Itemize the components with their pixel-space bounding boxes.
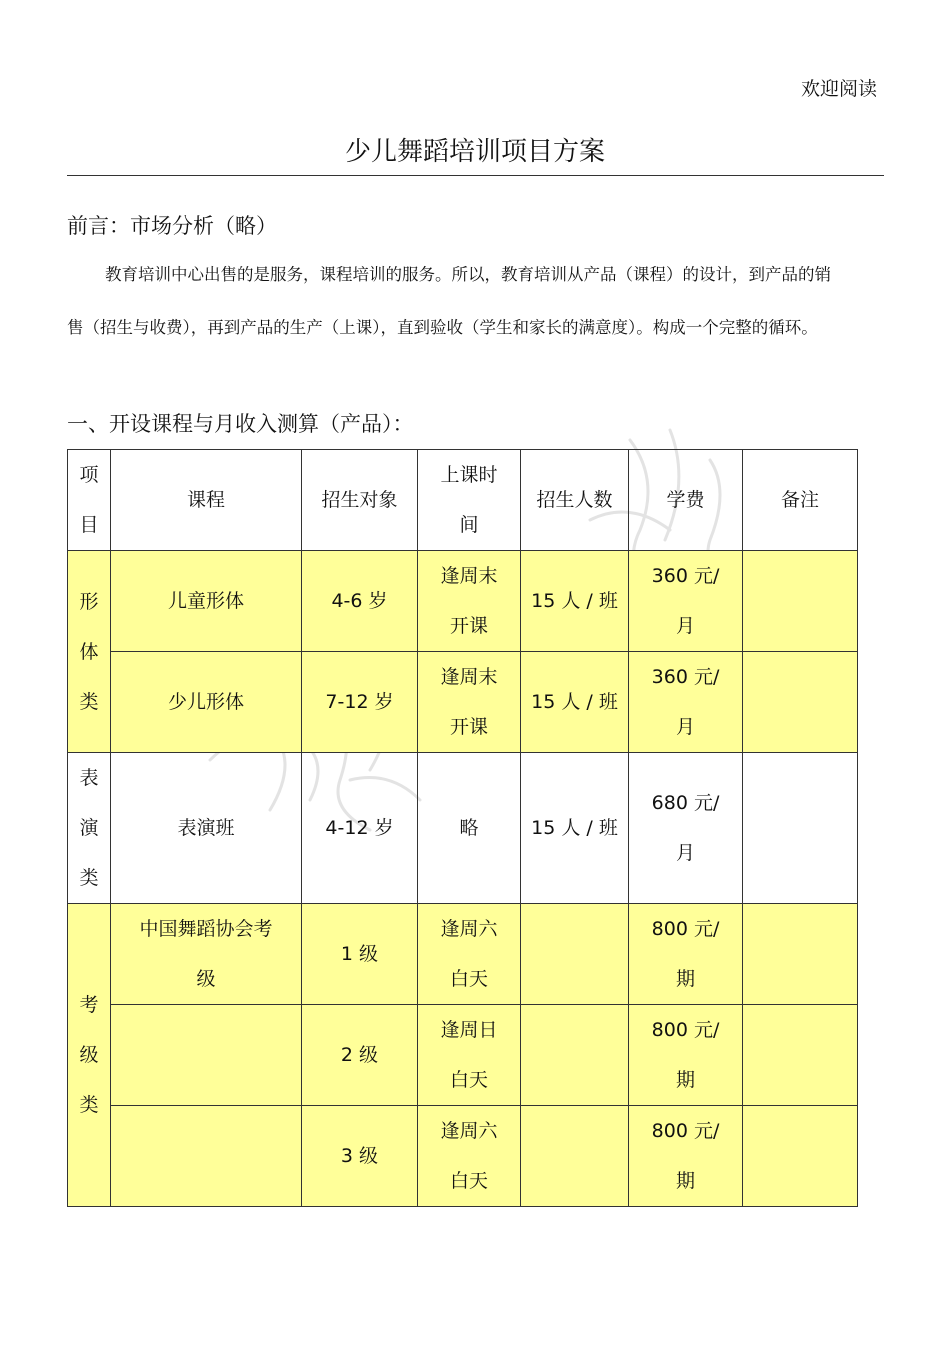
target-cell: 3 级 bbox=[302, 1106, 418, 1207]
table-row bbox=[68, 652, 858, 753]
course-table bbox=[67, 449, 858, 1207]
course-cell: 少儿形体 bbox=[111, 652, 302, 753]
title-divider bbox=[67, 175, 884, 176]
header-enrollment: 招生人数 bbox=[521, 450, 629, 551]
time-cell: 逢周六 白天 bbox=[418, 904, 521, 1005]
fee-cell: 360 元/ 月 bbox=[629, 551, 743, 652]
header-category: 项 目 bbox=[68, 450, 111, 551]
table-row bbox=[68, 551, 858, 652]
time-cell: 逢周日 白天 bbox=[418, 1005, 521, 1106]
table-row bbox=[68, 753, 858, 904]
category-cell: 形 体 类 bbox=[68, 551, 111, 753]
course-cell: 表演班 bbox=[111, 753, 302, 904]
header-target: 招生对象 bbox=[302, 450, 418, 551]
course-cell bbox=[111, 1106, 302, 1207]
remark-cell bbox=[743, 652, 858, 753]
remark-cell bbox=[743, 1106, 858, 1207]
course-cell bbox=[111, 1005, 302, 1106]
intro-paragraph: 教育培训中心出售的是服务，课程培训的服务。所以，教育培训从产品（课程）的设计，到产品的销售（招生与收费），再到产品的生产（上课），直到验收（学生和家长的满意度）。构成一个完整的循环。 bbox=[67, 265, 831, 337]
course-cell: 儿童形体 bbox=[111, 551, 302, 652]
time-cell: 略 bbox=[418, 753, 521, 904]
time-cell: 逢周末 开课 bbox=[418, 652, 521, 753]
remark-cell bbox=[743, 551, 858, 652]
remark-cell bbox=[743, 904, 858, 1005]
preface-heading: 前言：市场分析（略） bbox=[67, 214, 277, 238]
header-time: 上课时 间 bbox=[418, 450, 521, 551]
remark-cell bbox=[743, 753, 858, 904]
category-cell: 考 级 类 bbox=[68, 904, 111, 1207]
section-heading: 一、开设课程与月收入测算（产品）： bbox=[67, 412, 414, 436]
header-fee: 学费 bbox=[629, 450, 743, 551]
table-row bbox=[68, 1106, 858, 1207]
target-cell: 1 级 bbox=[302, 904, 418, 1005]
remark-cell bbox=[743, 1005, 858, 1106]
fee-cell: 360 元/ 月 bbox=[629, 652, 743, 753]
enrollment-cell bbox=[521, 1005, 629, 1106]
header-remark: 备注 bbox=[743, 450, 858, 551]
fee-cell: 680 元/ 月 bbox=[629, 753, 743, 904]
fee-cell: 800 元/ 期 bbox=[629, 904, 743, 1005]
enrollment-cell bbox=[521, 1106, 629, 1207]
target-cell: 4-12 岁 bbox=[302, 753, 418, 904]
table-row bbox=[68, 1005, 858, 1106]
time-cell: 逢周六 白天 bbox=[418, 1106, 521, 1207]
table-row bbox=[68, 904, 858, 1005]
fee-cell: 800 元/ 期 bbox=[629, 1106, 743, 1207]
enrollment-cell bbox=[521, 904, 629, 1005]
time-cell: 逢周末 开课 bbox=[418, 551, 521, 652]
target-cell: 4-6 岁 bbox=[302, 551, 418, 652]
enrollment-cell: 15 人 / 班 bbox=[521, 551, 629, 652]
table-header-row bbox=[68, 450, 858, 551]
enrollment-cell: 15 人 / 班 bbox=[521, 753, 629, 904]
enrollment-cell: 15 人 / 班 bbox=[521, 652, 629, 753]
fee-cell: 800 元/ 期 bbox=[629, 1005, 743, 1106]
target-cell: 7-12 岁 bbox=[302, 652, 418, 753]
course-cell: 中国舞蹈协会考 级 bbox=[111, 904, 302, 1005]
category-cell: 表 演 类 bbox=[68, 753, 111, 904]
document-title: 少儿舞蹈培训项目方案 bbox=[344, 137, 605, 167]
page-header-note: 欢迎阅读 bbox=[800, 78, 877, 100]
target-cell: 2 级 bbox=[302, 1005, 418, 1106]
header-course: 课程 bbox=[111, 450, 302, 551]
